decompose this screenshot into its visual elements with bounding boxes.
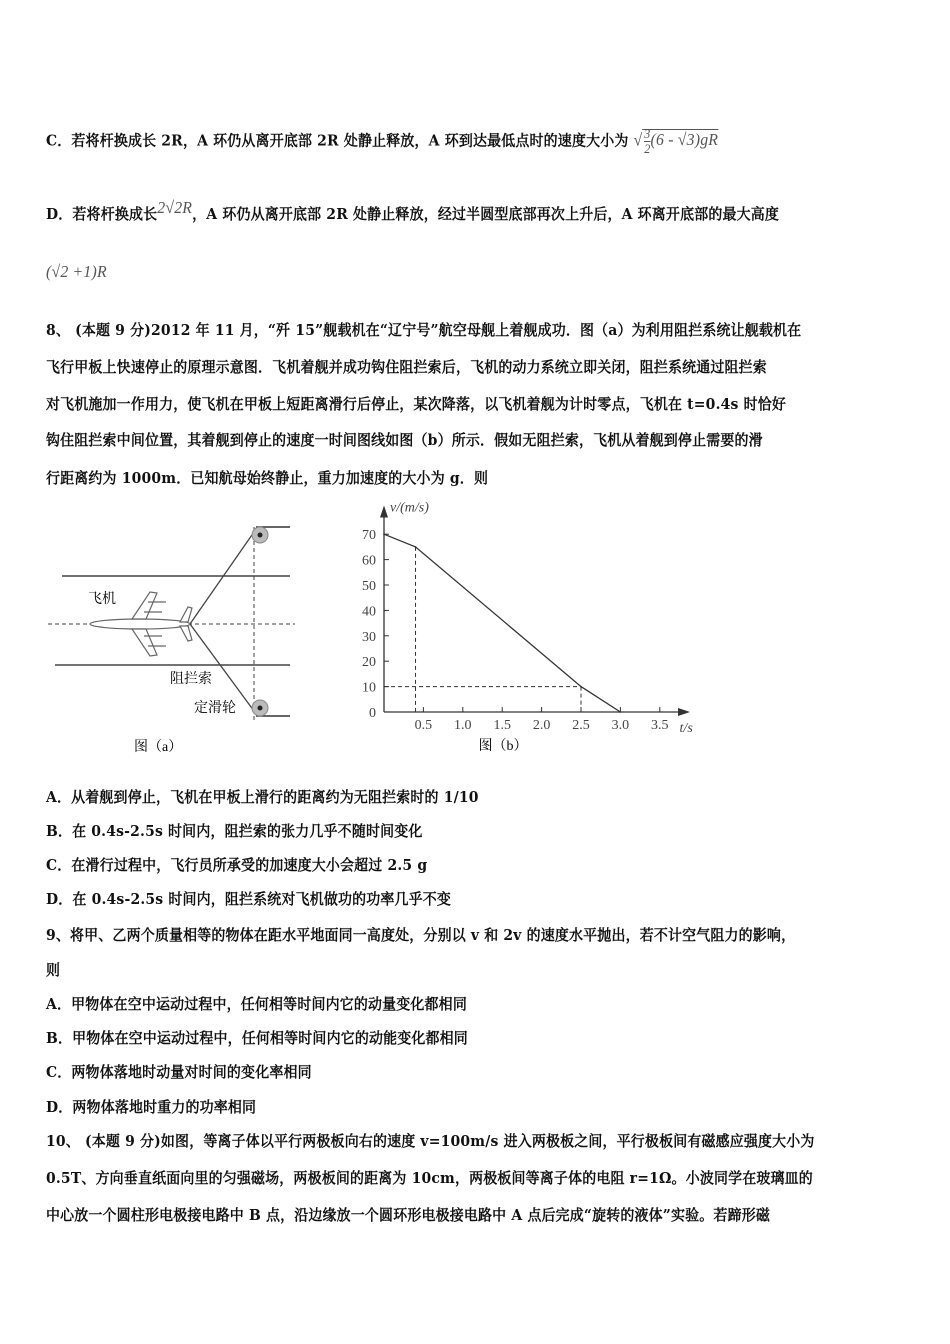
frac-den: 2 <box>644 141 651 156</box>
x-tick-label: 2.5 <box>572 718 590 733</box>
label-cable: 阻拦索 <box>170 672 212 687</box>
x-tick-label: 2.0 <box>532 718 551 733</box>
q9-option-a: A．甲物体在空中运动过程中，任何相等时间内它的动量变化都相同 <box>46 995 467 1013</box>
q8-option-d: D．在 0.4s-2.5s 时间内，阻拦系统对飞机做功的功率几乎不变 <box>46 890 452 908</box>
q8-line: 对飞机施加一作用力，使飞机在甲板上短距离滑行后停止，某次降落，以飞机着舰为计时零点，飞机在 t=0.4s 时恰好 <box>46 395 786 413</box>
y-tick-label: 10 <box>362 680 376 696</box>
x-tick-label: 3.5 <box>651 718 669 733</box>
q8-line: 飞行甲板上快速停止的原理示意图．飞机着舰并成功钩住阻拦索后，飞机的动力系统立即关闭，阻拦系统通过阻拦索 <box>46 358 767 376</box>
y-tick-label: 20 <box>362 655 376 671</box>
q7-option-c-formula: √ $\frac{3}{2}$ (6 - √3)gR <box>633 126 719 156</box>
x-tick-label: 1.0 <box>454 718 472 733</box>
q9-option-c: C．两物体落地时动量对时间的变化率相同 <box>46 1063 312 1081</box>
figure-b-caption: 图（b） <box>478 739 528 754</box>
data-point <box>620 711 622 713</box>
q10-line: 中心放一个圆柱形电极接电路中 B 点，沿边缘放一个圆环形电极接电路中 A 点后完成“旋转的液体”实验。若蹄形磁 <box>46 1206 770 1224</box>
q9-line: 则 <box>46 961 61 979</box>
q7-option-d-post: ，A 环仍从离开底部 2R 处静止释放，经过半圆型底部再次上升后，A 环离开底部的最大高度 <box>192 205 780 223</box>
q8-line: 8、 (本题 9 分)2012 年 11 月，“歼 15”舰载机在“辽宁号”航空母舰上着舰成功．图（a）为利用阻拦系统让舰载机在 <box>46 321 802 339</box>
q9-option-b: B．甲物体在空中运动过程中，任何相等时间内它的动能变化都相同 <box>46 1029 468 1047</box>
q8-option-b: B．在 0.4s-2.5s 时间内，阻拦索的张力几乎不随时间变化 <box>46 822 423 840</box>
q8-option-c: C．在滑行过程中，飞行员所承受的加速度大小会超过 2.5 g <box>46 856 428 874</box>
x-tick-label: 0.5 <box>414 718 433 733</box>
y-tick-label: 30 <box>362 629 376 645</box>
q7-option-c-text: C．若将杆换成长 2R，A 环仍从离开底部 2R 处静止释放，A 环到达最低点时的速度大小为 <box>46 131 629 150</box>
figure-a-caption: 图（a） <box>134 740 183 755</box>
y-tick-label: 60 <box>362 553 376 569</box>
q7-option-d-formula: 2√2R <box>157 198 193 217</box>
x-tick-label: 1.5 <box>493 718 511 733</box>
y-tick-label: 0 <box>369 706 376 721</box>
q9-option-d: D．两物体落地时重力的功率相同 <box>46 1098 257 1116</box>
label-pulley: 定滑轮 <box>194 701 236 716</box>
q10-line: 0.5T、方向垂直纸面向里的匀强磁场，两极板间的距离为 10cm，两极板间等离子体的电阻 r=1Ω。小波同学在玻璃皿的 <box>46 1169 813 1187</box>
x-axis-label: t/s <box>679 721 693 736</box>
y-tick-label: 40 <box>362 604 376 620</box>
q10-line: 10、 (本题 9 分)如图，等离子体以平行两极板向右的速度 v=100m/s 进入两极板之间，平行极板间有磁感应强度大小为 <box>46 1132 815 1150</box>
x-tick-label: 3.0 <box>611 718 630 733</box>
x-axis-arrow <box>678 708 690 716</box>
data-point <box>415 546 417 548</box>
q7-option-d-answer: (√2 +1)R <box>46 262 107 281</box>
y-axis-label: v/(m/s) <box>390 500 429 516</box>
q9-line: 9、将甲、乙两个质量相等的物体在距水平地面同一高度处，分别以 v 和 2v 的速度水平抛出，若不计空气阻力的影响， <box>46 926 796 944</box>
q8-option-a: A．从着舰到停止，飞机在甲板上滑行的距离约为无阻拦索时的 1/10 <box>46 788 479 806</box>
y-tick-label: 70 <box>362 528 376 544</box>
formula-rest: (6 - √3)gR <box>650 130 719 150</box>
series-line-v-t <box>384 534 620 712</box>
label-plane: 飞机 <box>88 592 116 607</box>
q8-line: 行距离约为 1000m．已知航母始终静止，重力加速度的大小为 g．则 <box>46 469 489 487</box>
data-point <box>383 533 385 535</box>
y-axis-arrow <box>380 506 388 518</box>
frac-num: 3 <box>644 126 651 141</box>
q7-option-d-pre: D．若将杆换成长 <box>46 205 158 223</box>
q8-line: 钩住阻拦索中间位置，其着舰到停止的速度一时间图线如图（b）所示．假如无阻拦索，飞机从着舰到停止需要的滑 <box>46 431 763 449</box>
y-tick-label: 50 <box>362 579 376 594</box>
data-point <box>580 686 582 688</box>
